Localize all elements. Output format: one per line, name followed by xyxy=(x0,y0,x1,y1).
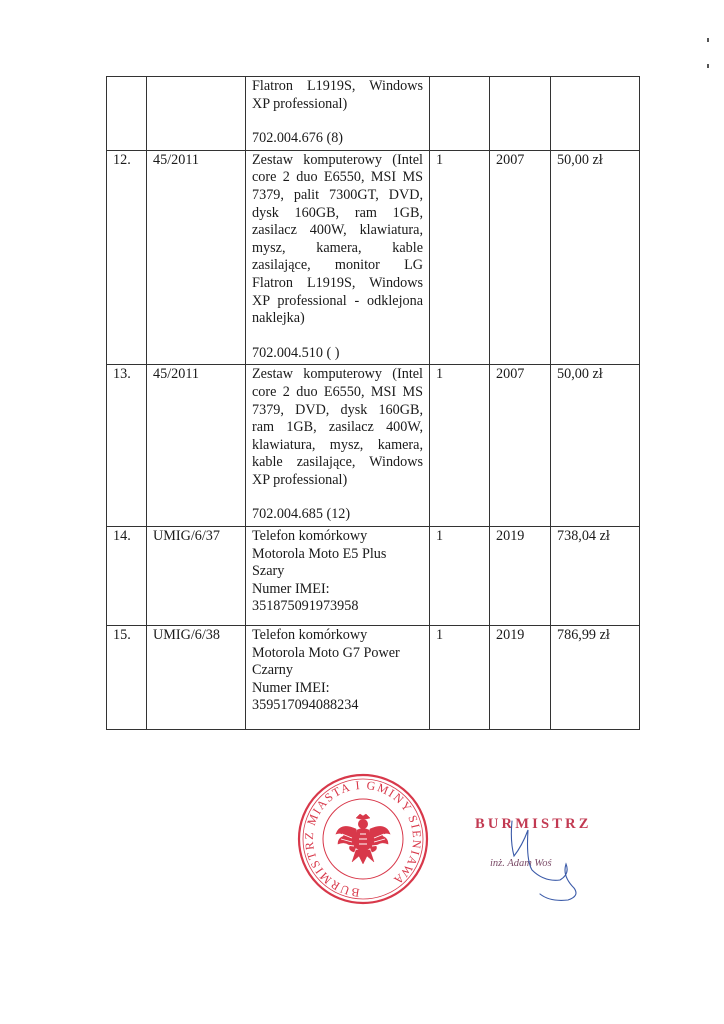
description-line: Telefon komórkowy xyxy=(252,528,368,545)
table-row xyxy=(107,365,640,527)
table-row xyxy=(107,150,640,365)
table-row xyxy=(107,77,640,151)
cell-year: 2007 xyxy=(490,365,551,527)
description-line: XP professional) xyxy=(252,95,348,112)
inventory-code: 702.004.510 ( ) xyxy=(252,344,340,361)
cell-value: 786,99 zł xyxy=(551,626,640,730)
cell-reference: 45/2011 xyxy=(147,150,246,365)
cell-reference: UMIG/6/37 xyxy=(147,527,246,626)
cell-number xyxy=(107,77,147,151)
cell-quantity: 1 xyxy=(430,527,490,626)
cell-number: 13. xyxy=(107,365,147,527)
cell-description xyxy=(246,626,430,730)
description-line: Szary xyxy=(252,563,285,580)
description-line: Numer IMEI: xyxy=(252,679,330,696)
inventory-code: 702.004.685 (12) xyxy=(252,506,351,523)
cell-year xyxy=(490,77,551,151)
page-edge-mark xyxy=(707,38,709,42)
description-line: Czarny xyxy=(252,662,293,679)
signature-block xyxy=(470,816,620,906)
cell-reference: 45/2011 xyxy=(147,365,246,527)
cell-quantity: 1 xyxy=(430,150,490,365)
cell-number: 15. xyxy=(107,626,147,730)
description-line: zasilające, monitor LG xyxy=(252,257,423,274)
description-line: Flatron L1919S, Windows xyxy=(252,78,423,94)
cell-description xyxy=(246,77,430,151)
description-line: 7379, palit 7300GT, DVD, xyxy=(252,186,423,203)
page-edge-mark xyxy=(707,64,709,68)
cell-value: 50,00 zł xyxy=(551,365,640,527)
table-row xyxy=(107,527,640,626)
cell-reference xyxy=(147,77,246,151)
description-line: Telefon komórkowy xyxy=(252,627,368,644)
cell-quantity: 1 xyxy=(430,365,490,527)
cell-value: 50,00 zł xyxy=(551,150,640,365)
cell-year: 2019 xyxy=(490,527,551,626)
description-line: Numer IMEI: xyxy=(252,580,330,597)
cell-description xyxy=(246,150,430,365)
cell-description xyxy=(246,365,430,527)
handwritten-signature xyxy=(470,816,620,906)
eagle-emblem-icon xyxy=(336,814,390,864)
official-seal xyxy=(296,772,430,906)
description-line: naklejka) xyxy=(252,310,305,327)
cell-description xyxy=(246,527,430,626)
cell-quantity xyxy=(430,77,490,151)
cell-value xyxy=(551,77,640,151)
cell-quantity: 1 xyxy=(430,626,490,730)
imei-number: 359517094088234 xyxy=(252,697,359,714)
description-line: Flatron L1919S, Windows xyxy=(252,274,423,291)
table-row xyxy=(107,626,640,730)
description-line: ram 1GB, zasilacz 400W, xyxy=(252,419,423,436)
description-line: Zestaw komputerowy (Intel xyxy=(252,366,423,383)
signature-title: BURMISTRZ xyxy=(475,816,592,832)
description-line: XP professional) xyxy=(252,471,348,488)
cell-number: 12. xyxy=(107,150,147,365)
inventory-code: 702.004.676 (8) xyxy=(252,130,344,147)
description-line: mysz, kamera, kable xyxy=(252,239,423,256)
description-line: core 2 duo E6550, MSI MS xyxy=(252,383,423,400)
description-line: 7379, DVD, dysk 160GB, xyxy=(252,401,423,418)
description-line: klawiatura, mysz, kamera, xyxy=(252,436,423,453)
cell-year: 2007 xyxy=(490,150,551,365)
inventory-table xyxy=(106,76,640,730)
description-line: kable zasilające, Windows xyxy=(252,454,423,471)
seal-ring-text: BURMISTRZ MIASTA I GMINY SIENIAWA xyxy=(301,777,425,901)
description-line: XP professional - odklejona xyxy=(252,292,423,309)
description-line: Zestaw komputerowy (Intel xyxy=(252,151,423,168)
cell-value: 738,04 zł xyxy=(551,527,640,626)
description-line: zasilacz 400W, klawiatura, xyxy=(252,222,423,239)
description-line: Motorola Moto E5 Plus xyxy=(252,545,387,562)
cell-year: 2019 xyxy=(490,626,551,730)
description-line: Motorola Moto G7 Power xyxy=(252,644,400,661)
cell-number: 14. xyxy=(107,527,147,626)
imei-number: 351875091973958 xyxy=(252,598,359,615)
cell-reference: UMIG/6/38 xyxy=(147,626,246,730)
description-line: core 2 duo E6550, MSI MS xyxy=(252,169,423,186)
signature-name: inż. Adam Woś xyxy=(490,858,552,869)
description-line: dysk 160GB, ram 1GB, xyxy=(252,204,423,221)
